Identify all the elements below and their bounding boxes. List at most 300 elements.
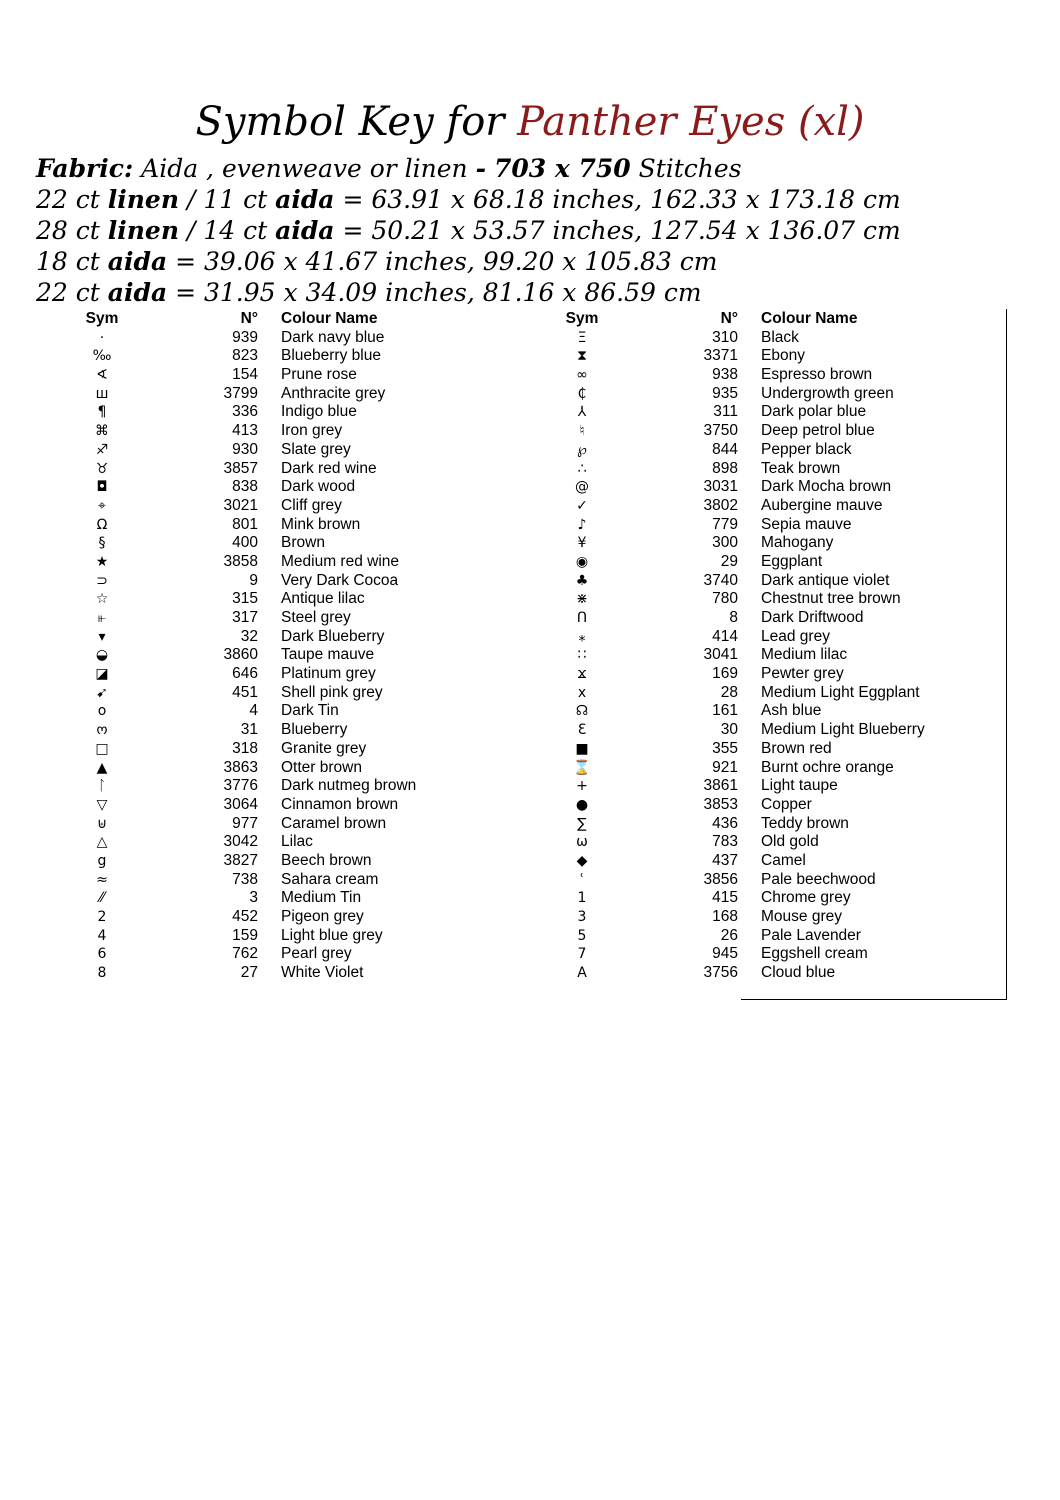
- colour-name: Sepia mauve: [761, 515, 852, 533]
- table-row: [540, 347, 980, 366]
- colour-number: 9: [249, 571, 258, 589]
- symbol-table-right: [540, 310, 980, 983]
- symbol-icon: ш: [95, 385, 109, 402]
- table-row: [60, 478, 480, 497]
- symbol-icon: o: [97, 703, 107, 720]
- colour-name: Very Dark Cocoa: [281, 571, 399, 589]
- colour-number: 898: [712, 459, 738, 477]
- colour-number: 838: [232, 478, 258, 496]
- symbol-icon: ო: [96, 722, 108, 739]
- thread-count: 18 ct: [36, 247, 100, 276]
- colour-name: Pale beechwood: [761, 870, 876, 888]
- colour-name: Chestnut tree brown: [761, 590, 901, 608]
- table-row: [60, 665, 480, 684]
- symbol-icon: 6: [97, 946, 107, 963]
- colour-number: 318: [232, 739, 258, 757]
- colour-name: Taupe mauve: [281, 646, 375, 664]
- symbol-icon: ■: [575, 740, 589, 757]
- table-row: [60, 516, 480, 535]
- colour-name: Otter brown: [281, 758, 362, 776]
- colour-number: 823: [232, 347, 258, 365]
- table-row: [540, 815, 980, 834]
- symbol-icon: ∷: [577, 647, 587, 664]
- fabric-label: Fabric:: [36, 154, 134, 183]
- table-row: [540, 422, 980, 441]
- table-row: [60, 553, 480, 572]
- symbol-icon: ⫦: [98, 610, 106, 626]
- colour-number: 161: [712, 702, 738, 720]
- symbol-icon: ◆: [576, 852, 588, 869]
- colour-number: 159: [232, 926, 258, 944]
- table-header: [60, 310, 480, 329]
- colour-name: Medium red wine: [281, 552, 400, 570]
- table-row: [60, 777, 480, 796]
- table-row: [60, 759, 480, 778]
- colour-number: 844: [712, 440, 738, 458]
- colour-name: Eggshell cream: [761, 945, 868, 963]
- colour-number: 30: [720, 721, 738, 739]
- colour-number: 3042: [223, 833, 258, 851]
- table-row: [540, 385, 980, 404]
- fabric-type: aida: [107, 247, 168, 276]
- fabric-type: linen: [107, 216, 180, 245]
- colour-number: 646: [232, 665, 258, 683]
- table-border-bottom: [741, 999, 1007, 1000]
- colour-number: 413: [232, 422, 258, 440]
- symbol-icon: ◒: [95, 647, 109, 664]
- colour-name: Espresso brown: [761, 366, 873, 384]
- thread-count: 28 ct: [36, 216, 100, 245]
- colour-number: 762: [232, 945, 258, 963]
- colour-number: 779: [712, 515, 738, 533]
- colour-number: 414: [712, 627, 738, 645]
- table-row: [60, 684, 480, 703]
- fabric-type: linen: [107, 185, 180, 214]
- colour-name: Medium lilac: [761, 646, 848, 664]
- colour-name: Anthracite grey: [281, 384, 386, 402]
- colour-name: Iron grey: [281, 422, 343, 440]
- table-row: [540, 329, 980, 348]
- colour-name: Deep petrol blue: [761, 422, 875, 440]
- colour-name: Mahogany: [761, 534, 834, 552]
- table-row: [540, 908, 980, 927]
- colour-name: Platinum grey: [281, 665, 376, 683]
- colour-number: 415: [712, 889, 738, 907]
- colour-number: 939: [232, 328, 258, 346]
- symbol-icon: ⁎: [578, 628, 586, 645]
- colour-number: 3064: [223, 795, 258, 813]
- colour-name: Cinnamon brown: [281, 795, 399, 813]
- table-row: [540, 964, 980, 983]
- colour-number: 935: [712, 384, 738, 402]
- symbol-icon: ●: [575, 796, 589, 813]
- colour-name: Dark wood: [281, 478, 356, 496]
- colour-name: Pewter grey: [761, 665, 844, 683]
- symbol-icon: ¥: [577, 535, 587, 552]
- symbol-icon: ₵: [577, 385, 587, 402]
- symbol-icon: ʿ: [579, 871, 585, 888]
- table-row: [60, 609, 480, 628]
- header-sym: Sym: [85, 310, 119, 327]
- symbol-icon: ⧗: [577, 348, 587, 365]
- table-row: [540, 702, 980, 721]
- table-row: [540, 871, 980, 890]
- table-row: [60, 534, 480, 553]
- colour-name: Ash blue: [761, 702, 822, 720]
- symbol-icon: @: [575, 479, 589, 496]
- fabric-size-line: [36, 277, 1036, 308]
- table-row: [540, 497, 980, 516]
- colour-name: Teak brown: [761, 459, 841, 477]
- symbol-icon: 2: [97, 909, 107, 925]
- table-row: [60, 646, 480, 665]
- colour-number: 169: [712, 665, 738, 683]
- colour-name: Blueberry blue: [281, 347, 381, 365]
- table-row: [60, 441, 480, 460]
- colour-number: 3740: [703, 571, 738, 589]
- symbol-icon: △: [96, 834, 108, 851]
- table-row: [540, 590, 980, 609]
- colour-name: Beech brown: [281, 851, 372, 869]
- symbol-icon: ⌛: [573, 759, 591, 776]
- symbol-icon: Ω: [96, 516, 108, 533]
- colour-number: 3856: [703, 870, 738, 888]
- fabric-size-line: [36, 215, 1036, 246]
- symbol-icon: ★: [95, 553, 109, 570]
- colour-number: 31: [240, 721, 258, 739]
- table-row: [60, 815, 480, 834]
- colour-number: 930: [232, 440, 258, 458]
- colour-name: Teddy brown: [761, 814, 849, 832]
- stitch-separator: -: [475, 154, 486, 183]
- symbol-icon: ▾: [98, 628, 106, 645]
- colour-number: 315: [232, 590, 258, 608]
- fabric-text: Aida , evenweave or linen: [141, 154, 468, 183]
- colour-name: Pigeon grey: [281, 908, 364, 925]
- symbol-icon: ⅄: [577, 404, 587, 421]
- table-row: [540, 945, 980, 964]
- colour-number: 738: [232, 870, 258, 888]
- table-row: [60, 740, 480, 759]
- colour-name: Mink brown: [281, 515, 361, 533]
- symbol-icon: ∞: [576, 367, 588, 384]
- colour-number: 311: [713, 403, 738, 421]
- finished-size: = 31.95 x 34.09 inches, 81.16 x 86.59 cm: [175, 278, 702, 307]
- colour-name: Black: [761, 328, 799, 346]
- symbol-icon: 7: [577, 946, 587, 963]
- colour-name: Medium Light Blueberry: [761, 721, 925, 739]
- colour-number: 3853: [703, 795, 738, 813]
- symbol-icon: x: [577, 684, 587, 701]
- table-row: [540, 572, 980, 591]
- colour-name: Cloud blue: [761, 964, 836, 982]
- colour-number: 3776: [223, 777, 258, 795]
- colour-name: Dark navy blue: [281, 328, 385, 346]
- colour-number: 28: [720, 683, 738, 701]
- colour-name: Eggplant: [761, 552, 823, 570]
- colour-name: Medium Light Eggplant: [761, 683, 920, 701]
- colour-number: 317: [232, 609, 258, 626]
- colour-name: Lilac: [281, 833, 313, 851]
- symbol-icon: ☊: [575, 703, 589, 720]
- colour-name: Dark Blueberry: [281, 627, 385, 645]
- thread-count: 22 ct: [36, 185, 100, 214]
- symbol-icon: ‰: [92, 348, 112, 365]
- symbol-icon: ♮: [579, 423, 585, 440]
- alt-count: / 11 ct: [186, 185, 268, 214]
- colour-number: 3858: [223, 552, 258, 570]
- table-row: [60, 403, 480, 422]
- colour-number: 3371: [703, 347, 738, 365]
- table-row: [60, 871, 480, 890]
- symbol-icon: ω: [576, 834, 588, 851]
- colour-number: 8: [729, 609, 738, 626]
- colour-name: Lead grey: [761, 627, 830, 645]
- table-row: [540, 684, 980, 703]
- symbol-icon: 1: [577, 890, 587, 907]
- colour-name: Camel: [761, 851, 806, 869]
- colour-name: Chrome grey: [761, 889, 851, 907]
- table-row: [60, 422, 480, 441]
- thread-count: 22 ct: [36, 278, 100, 307]
- symbol-icon: ♣: [575, 572, 589, 589]
- colour-name: Antique lilac: [281, 590, 365, 608]
- colour-name: Dark Mocha brown: [761, 478, 892, 496]
- colour-number: 3750: [703, 422, 738, 440]
- colour-number: 29: [720, 552, 738, 570]
- colour-number: 3863: [223, 758, 258, 776]
- alt-fabric-type: aida: [275, 216, 335, 245]
- table-header: [540, 310, 980, 329]
- colour-number: 921: [712, 758, 738, 776]
- symbol-icon: ☆: [95, 591, 109, 608]
- symbol-icon: ∑: [577, 815, 587, 832]
- colour-name: Slate grey: [281, 440, 351, 458]
- fabric-specs: [36, 153, 1036, 308]
- symbol-table-left: [60, 310, 480, 983]
- colour-name: Steel grey: [281, 609, 351, 626]
- colour-number: 780: [712, 590, 738, 608]
- colour-number: 336: [232, 403, 258, 421]
- colour-number: 300: [712, 534, 738, 552]
- colour-number: 3802: [703, 496, 738, 514]
- table-row: [540, 833, 980, 852]
- symbol-icon: ¶: [97, 404, 107, 421]
- title-prefix: Symbol Key for: [195, 99, 505, 145]
- colour-number: 938: [712, 366, 738, 384]
- colour-name: Cliff grey: [281, 496, 342, 514]
- symbol-icon: ▽: [96, 796, 108, 813]
- finished-size: = 63.91 x 68.18 inches, 162.33 x 173.18 cm: [342, 185, 901, 214]
- symbol-icon: ⁄⁄: [99, 890, 105, 907]
- colour-name: Light blue grey: [281, 926, 383, 944]
- colour-name: Dark polar blue: [761, 403, 867, 421]
- colour-number: 3857: [223, 459, 258, 477]
- symbol-icon: ⊎: [96, 815, 108, 832]
- colour-name: Undergrowth green: [761, 384, 894, 402]
- colour-name: Old gold: [761, 833, 819, 851]
- table-row: [60, 497, 480, 516]
- colour-number: 436: [712, 814, 738, 832]
- table-row: [540, 852, 980, 871]
- colour-name: Copper: [761, 795, 812, 813]
- colour-number: 3031: [703, 478, 738, 496]
- table-row: [540, 646, 980, 665]
- colour-name: Mouse grey: [761, 908, 842, 925]
- table-row: [60, 590, 480, 609]
- colour-name: Light taupe: [761, 777, 838, 795]
- colour-number: 452: [232, 908, 258, 925]
- colour-name: Granite grey: [281, 739, 367, 757]
- pattern-name: Panther Eyes (xl): [517, 99, 865, 145]
- colour-number: 400: [232, 534, 258, 552]
- symbol-icon: ᑎ: [576, 610, 588, 626]
- table-row: [540, 478, 980, 497]
- symbol-icon: 5: [577, 927, 587, 944]
- table-row: [540, 366, 980, 385]
- table-row: [540, 534, 980, 553]
- colour-number: 3756: [703, 964, 738, 982]
- table-border-right: [1006, 309, 1007, 1000]
- alt-fabric-type: aida: [275, 185, 335, 214]
- colour-number: 32: [240, 627, 258, 645]
- symbol-icon: 3: [577, 909, 587, 925]
- table-row: [60, 721, 480, 740]
- symbol-icon: ᛚ: [97, 778, 107, 795]
- symbol-icon: ∴: [577, 460, 587, 477]
- table-row: [540, 460, 980, 479]
- colour-name: White Violet: [281, 964, 364, 982]
- colour-number: 3: [249, 889, 258, 907]
- symbol-icon: 8: [97, 965, 107, 982]
- symbol-icon: ◉: [575, 553, 589, 570]
- table-row: [60, 572, 480, 591]
- colour-name: Blueberry: [281, 721, 348, 739]
- table-row: [540, 553, 980, 572]
- table-row: [60, 908, 480, 927]
- table-row: [60, 796, 480, 815]
- colour-name: Dark nutmeg brown: [281, 777, 417, 795]
- colour-number: 27: [240, 964, 258, 982]
- colour-name: Caramel brown: [281, 814, 387, 832]
- page-title: [0, 96, 1060, 148]
- colour-number: 977: [232, 814, 258, 832]
- fabric-size-line: [36, 184, 1036, 215]
- symbol-icon: ◘: [96, 479, 108, 496]
- symbol-icon: ✓: [576, 497, 588, 514]
- colour-number: 3861: [703, 777, 738, 795]
- colour-number: 437: [712, 851, 738, 869]
- table-row: [540, 777, 980, 796]
- colour-number: 310: [712, 328, 738, 346]
- colour-name: Aubergine mauve: [761, 496, 883, 514]
- header-name: Colour Name: [281, 310, 378, 327]
- symbol-icon: ⋇: [576, 591, 588, 608]
- symbol-icon: ⊃: [96, 572, 108, 589]
- table-row: [540, 441, 980, 460]
- colour-number: 3021: [223, 496, 258, 514]
- colour-name: Indigo blue: [281, 403, 357, 421]
- table-row: [540, 759, 980, 778]
- table-row: [540, 740, 980, 759]
- symbol-icon: ▲: [96, 759, 108, 776]
- table-row: [60, 460, 480, 479]
- table-row: [540, 516, 980, 535]
- colour-name: Prune rose: [281, 366, 357, 384]
- colour-number: 3827: [223, 851, 258, 869]
- symbol-icon: ◪: [95, 666, 109, 683]
- table-row: [60, 889, 480, 908]
- stitch-count: 703 x 750: [493, 154, 631, 183]
- table-row: [540, 721, 980, 740]
- colour-number: 26: [720, 926, 738, 944]
- colour-name: Dark Driftwood: [761, 609, 864, 626]
- symbol-icon: Ɛ: [577, 722, 587, 739]
- finished-size: = 50.21 x 53.57 inches, 127.54 x 136.07 cm: [342, 216, 901, 245]
- colour-name: Brown: [281, 534, 325, 552]
- colour-number: 154: [232, 366, 258, 384]
- symbol-icon: ϫ: [577, 666, 587, 683]
- table-row: [60, 833, 480, 852]
- symbol-icon: g: [97, 852, 107, 869]
- colour-number: 3799: [223, 384, 258, 402]
- table-row: [60, 628, 480, 647]
- header-name: Colour Name: [761, 310, 858, 327]
- symbol-icon: +: [576, 778, 588, 795]
- colour-name: Dark red wine: [281, 459, 377, 477]
- colour-name: Pepper black: [761, 440, 852, 458]
- fabric-line: [36, 153, 1036, 184]
- symbol-icon: §: [98, 535, 106, 552]
- symbol-icon: ℘: [577, 441, 587, 458]
- colour-name: Dark antique violet: [761, 571, 890, 589]
- header-sym: Sym: [565, 310, 599, 327]
- header-num: N°: [240, 310, 258, 327]
- symbol-icon: □: [95, 740, 109, 757]
- table-row: [540, 609, 980, 628]
- table-row: [60, 945, 480, 964]
- colour-number: 783: [712, 833, 738, 851]
- colour-name: Burnt ochre orange: [761, 758, 894, 776]
- symbol-icon: ♐: [95, 441, 109, 458]
- colour-number: 451: [232, 683, 258, 701]
- header-num: N°: [720, 310, 738, 327]
- symbol-icon: ➹: [96, 684, 108, 701]
- colour-name: Sahara cream: [281, 870, 379, 888]
- symbol-icon: ⌘: [95, 423, 109, 440]
- table-row: [60, 347, 480, 366]
- colour-name: Ebony: [761, 347, 805, 365]
- colour-number: 3041: [703, 646, 738, 664]
- stitch-word: Stitches: [638, 154, 742, 183]
- table-row: [60, 852, 480, 871]
- colour-name: Medium Tin: [281, 889, 362, 907]
- colour-number: 355: [712, 739, 738, 757]
- colour-number: 801: [232, 515, 258, 533]
- table-row: [60, 366, 480, 385]
- fabric-type: aida: [107, 278, 168, 307]
- table-row: [540, 628, 980, 647]
- symbol-icon: 4: [97, 927, 107, 944]
- symbol-icon: ⌖: [98, 497, 106, 514]
- colour-name: Dark Tin: [281, 702, 339, 720]
- table-row: [540, 796, 980, 815]
- table-row: [540, 403, 980, 422]
- symbol-icon: ∢: [96, 367, 108, 384]
- table-row: [540, 927, 980, 946]
- colour-name: Pearl grey: [281, 945, 352, 963]
- symbol-icon: ≈: [96, 871, 108, 888]
